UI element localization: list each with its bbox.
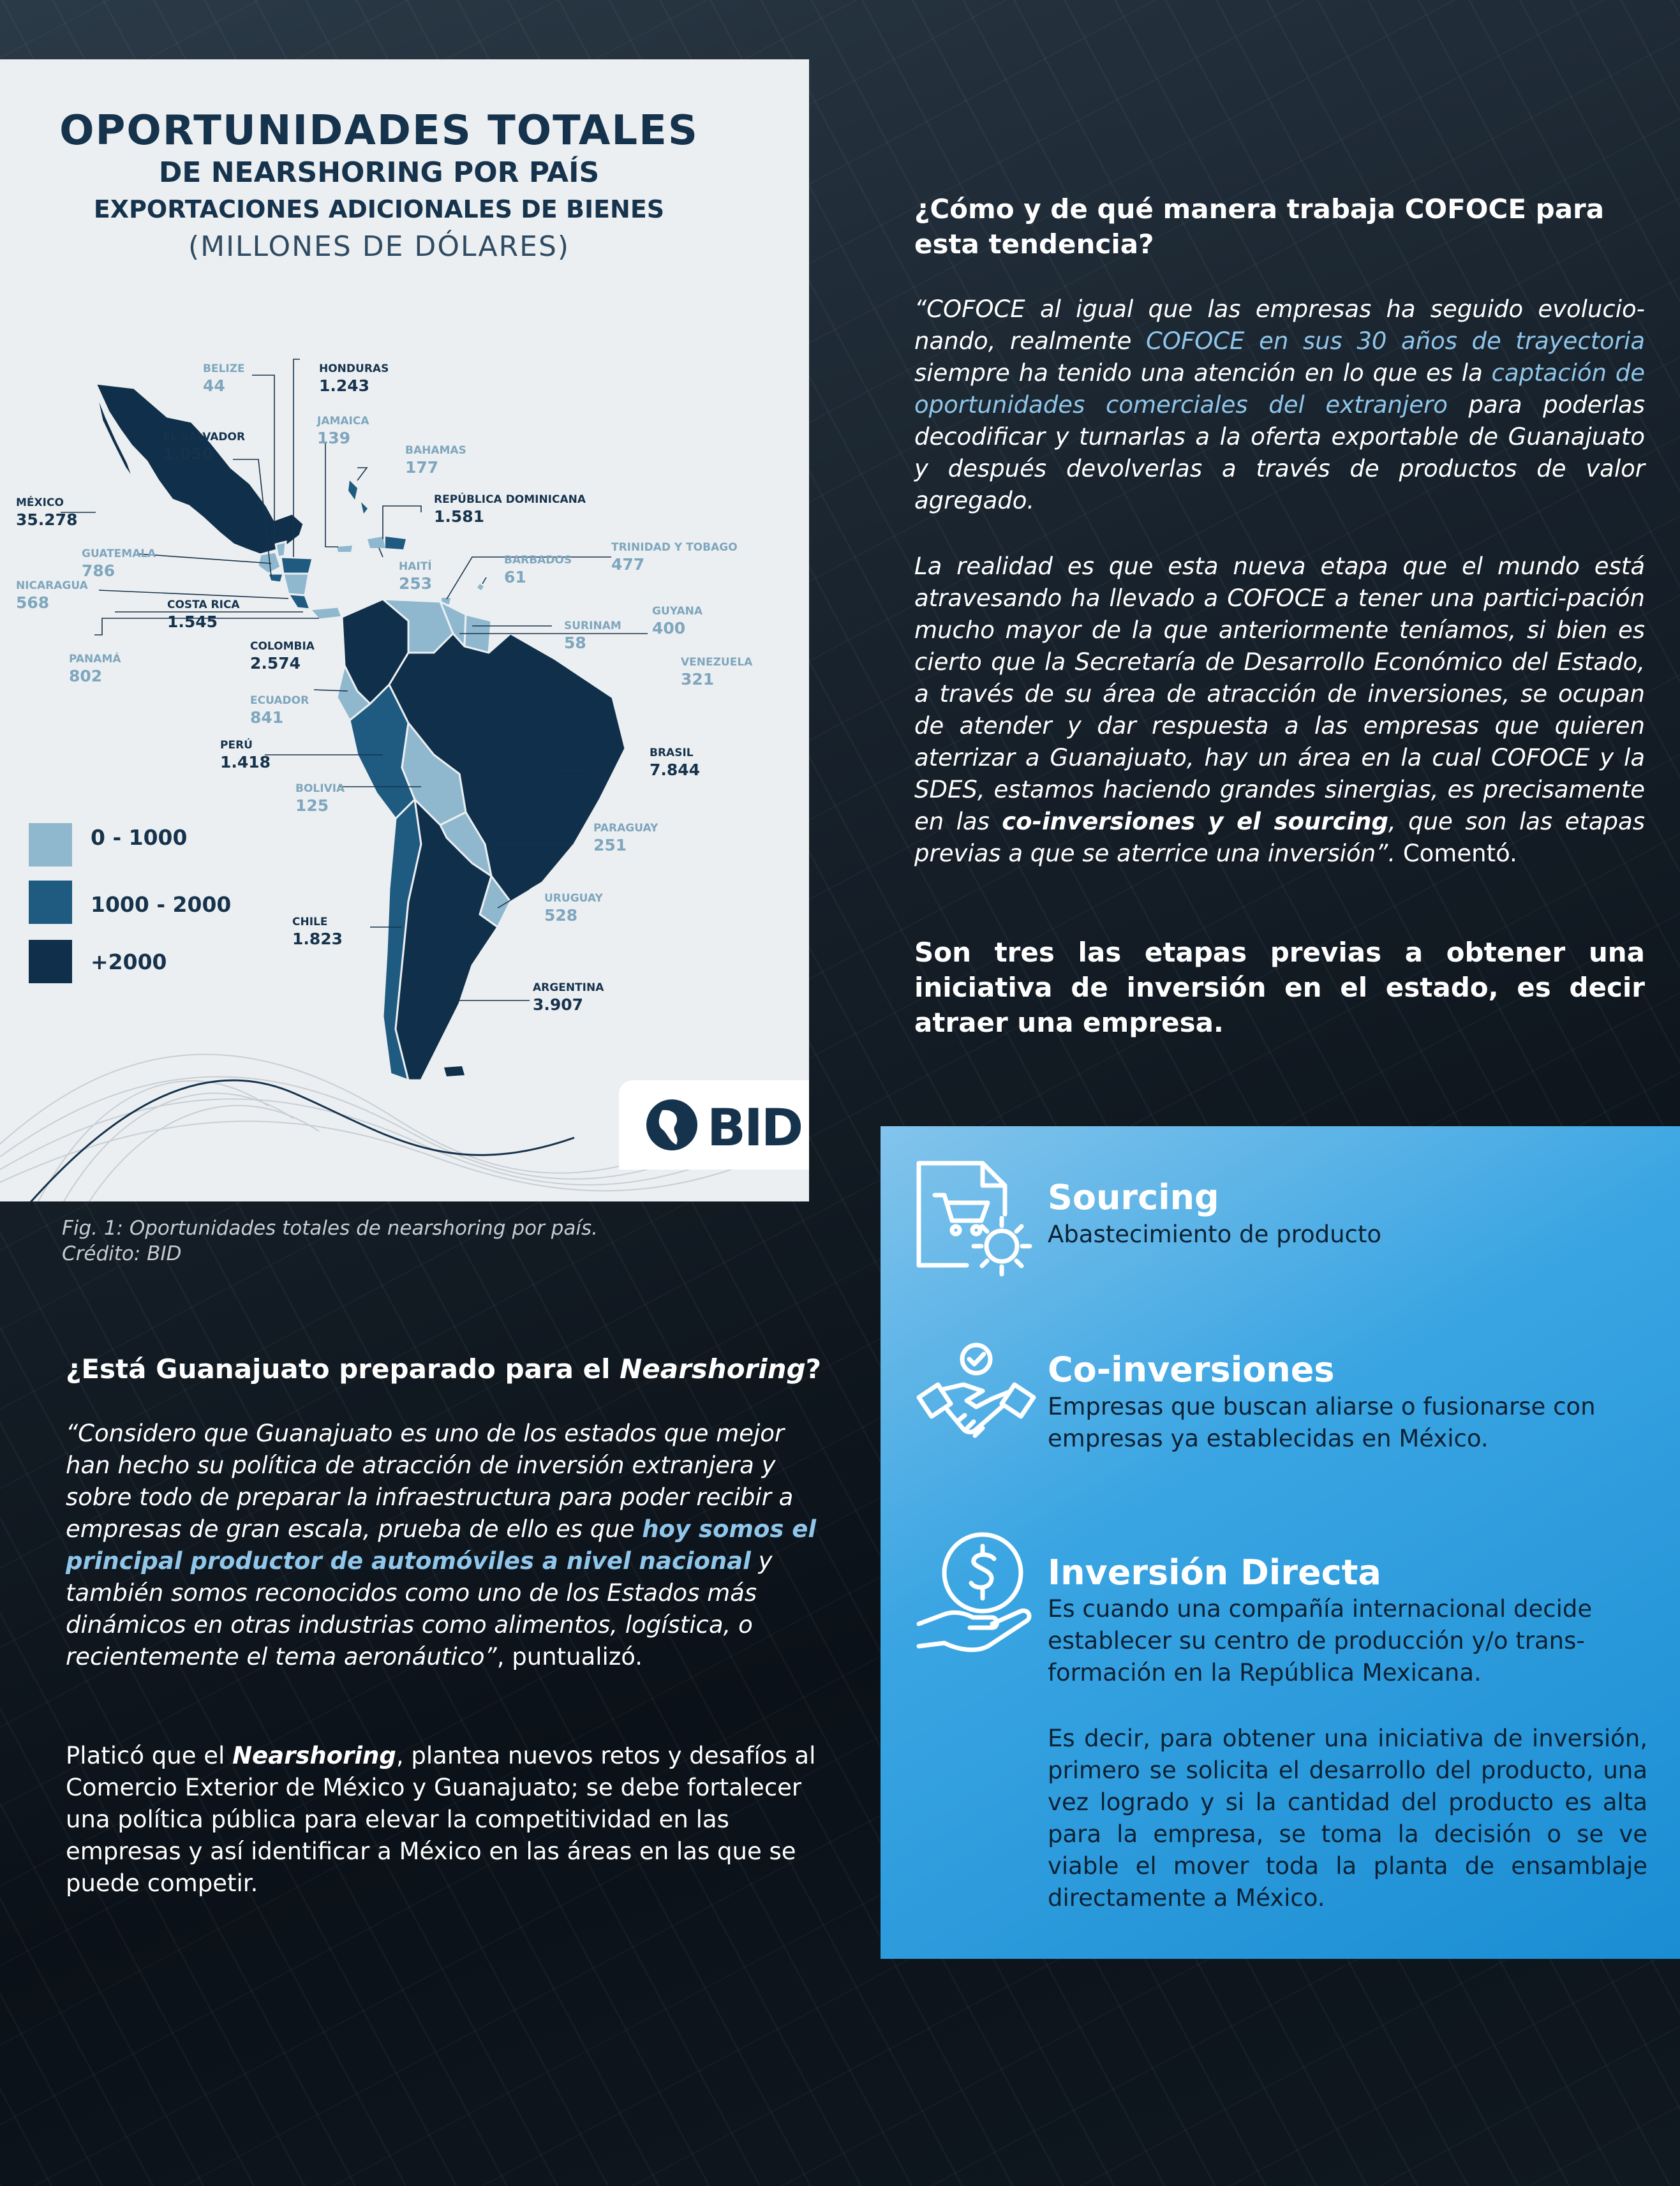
country-name-paraguay: PARAGUAY	[593, 822, 658, 835]
cofoce-quote	[914, 294, 1645, 517]
attribution-text: , puntualizó.	[496, 1643, 643, 1670]
hand-dollar-icon	[912, 1528, 1040, 1662]
quote-highlight: COFOCE en sus 30 años de trayectoria	[1145, 327, 1645, 355]
country-value-guatemala: 786	[82, 561, 115, 580]
region-barbados	[477, 584, 484, 590]
quote-highlight: hoy somos el principal productor de automóviles a nivel nacional	[66, 1515, 817, 1575]
region-costa-rica	[288, 594, 310, 609]
quote-text: y también somos reconocidos como uno de los Estados más dinámicos en otras industrias como alimentos, logística, o recientemente el tema aeronáutico”	[66, 1547, 773, 1670]
region-panama	[310, 607, 342, 620]
country-name-barbados: BARBADOS	[504, 554, 572, 567]
country-name-belize: BELIZE	[203, 362, 245, 375]
nearshoring-paragraph	[66, 1740, 825, 1900]
right-section-heading: ¿Cómo y de qué manera trabaja COFOCE para esta tendencia?	[914, 193, 1605, 260]
country-name-ecuador: ECUADOR	[250, 694, 309, 707]
map-title: OPORTUNIDADES TOTALES	[59, 107, 699, 154]
bid-logo-text: BID	[707, 1098, 802, 1157]
country-name-surinam: SURINAM	[564, 620, 621, 632]
country-value-guyana: 400	[652, 619, 686, 637]
country-name-colombia: COLOMBIA	[250, 640, 315, 653]
country-value-argentina: 3.907	[533, 995, 584, 1014]
heading-text: ?	[805, 1353, 822, 1385]
country-name-republica-dominicana: REPÚBLICA DOMINICANA	[434, 493, 586, 506]
country-value-uruguay: 528	[544, 906, 578, 925]
region-nicaragua	[283, 574, 309, 595]
figure-caption	[62, 1216, 636, 1267]
country-value-costa-rica: 1.545	[167, 613, 218, 631]
country-value-venezuela: 321	[681, 670, 715, 688]
quote-text: siempre ha tenido una atención en lo que es la	[914, 359, 1492, 387]
country-value-panama: 802	[69, 667, 103, 685]
map-subtitle: DE NEARSHORING POR PAÍS	[158, 156, 600, 189]
stage-desc-inversion-directa-detail: Es decir, para obtener una iniciativa de inversión, primero se solicita el desarrollo del producto, una vez logrado y si la cantidad del producto es alta para la empresa, se toma la decisión o se ve viable el mover toda la planta de ensamblaje directamente a México.	[1048, 1725, 1647, 1912]
country-name-brasil: BRASIL	[650, 747, 694, 759]
country-name-trinidad-y-tobago: TRINIDAD Y TOBAGO	[611, 541, 738, 554]
country-name-guyana: GUYANA	[652, 605, 702, 618]
country-value-colombia: 2.574	[250, 654, 301, 673]
legend-swatch-low	[29, 823, 72, 866]
paragraph-text: Platicó que el	[66, 1742, 233, 1769]
paragraph-text: , plantea nuevos retos y desafíos al Comercio Exterior de México y Guanajuato; se debe fortalecer una política pública para elevar la competitividad en las empresas y así identificar a México en las áreas en las que se puede competir.	[66, 1742, 816, 1897]
country-value-haiti: 253	[399, 574, 433, 593]
quote-text: para poderlas decodificar y turnarlas a la oferta exportable de Guanajuato y después devolverlas a través de productos de valor agregado.	[914, 391, 1646, 514]
region-falklands	[444, 1066, 465, 1076]
country-name-honduras: HONDURAS	[319, 362, 389, 375]
country-value-ecuador: 841	[250, 708, 284, 727]
country-value-brasil: 7.844	[650, 761, 701, 779]
country-value-chile: 1.823	[292, 930, 343, 948]
country-value-jamaica: 139	[317, 429, 351, 447]
legend-label-low: 0 - 1000	[91, 825, 188, 850]
country-value-honduras: 1.243	[319, 376, 370, 395]
quote-highlight: captación de oportunidades comerciales del extranjero	[914, 359, 1645, 419]
country-name-bahamas: BAHAMAS	[405, 444, 466, 457]
country-value-peru: 1.418	[220, 753, 271, 771]
country-value-bahamas: 177	[405, 458, 439, 477]
stage-title-sourcing: Sourcing	[1048, 1177, 1219, 1217]
legend-label-mid: 1000 - 2000	[91, 892, 232, 917]
region-mexico	[96, 383, 304, 554]
country-value-nicaragua: 568	[16, 593, 50, 612]
cofoce-quote-continued	[914, 551, 1645, 870]
guanajuato-quote	[66, 1418, 825, 1673]
region-dominican-republic	[385, 537, 406, 549]
heading-emphasis: Nearshoring	[620, 1353, 806, 1385]
country-name-costa-rica: COSTA RICA	[167, 599, 240, 611]
nearshoring-map-figure	[0, 59, 809, 1201]
country-name-argentina: ARGENTINA	[533, 981, 604, 994]
country-name-nicaragua: NICARAGUA	[16, 579, 88, 592]
bid-logo	[619, 1080, 809, 1170]
caption-credit: Crédito: BID	[62, 1242, 182, 1265]
legend-label-high: +2000	[91, 949, 167, 974]
map-subtitle-exports: EXPORTACIONES ADICIONALES DE BIENES	[93, 195, 665, 223]
region-el-salvador	[268, 574, 283, 583]
country-value-paraguay: 251	[593, 836, 627, 854]
latin-america-map	[0, 59, 809, 1201]
country-name-jamaica: JAMAICA	[317, 415, 369, 428]
quote-text: “Considero que Guanajuato es uno de los estados que mejor han hecho su política de atracción de inversión extranjera y sobre todo de preparar la infraestructura para poder recibir a empresas de gran escala, prueba de ello es que	[66, 1420, 794, 1543]
map-units: (MILLONES DE DÓLARES)	[188, 230, 570, 263]
attribution-text: Comentó.	[1395, 840, 1517, 867]
country-name-guatemala: GUATEMALA	[82, 547, 156, 560]
country-value-mexico: 35.278	[16, 510, 78, 529]
stage-desc-inversion-directa: Es cuando una compañía internacional decide establecer su centro de producción y/o trans-formación en la República Mexicana.	[1048, 1595, 1593, 1686]
country-value-republica-dominicana: 1.581	[434, 507, 485, 526]
country-name-bolivia: BOLIVIA	[295, 782, 345, 795]
stage-desc-sourcing: Abastecimiento de producto	[1048, 1221, 1382, 1248]
legend-swatch-high	[29, 940, 72, 983]
region-jamaica	[337, 546, 352, 552]
stage-title-inversion-directa: Inversión Directa	[1048, 1552, 1381, 1593]
heading-text: ¿Está Guanajuato preparado para el	[66, 1353, 620, 1385]
quote-text: , que son las etapas previas a que se aterrice una inversión”.	[914, 808, 1645, 867]
paragraph-emphasis: Nearshoring	[232, 1742, 396, 1769]
country-value-barbados: 61	[504, 568, 526, 586]
country-value-belize: 44	[203, 376, 225, 395]
country-name-mexico: MÉXICO	[16, 496, 64, 509]
country-value-el-salvador: 1.050	[163, 445, 214, 463]
country-value-trinidad-y-tobago: 477	[611, 555, 645, 574]
country-name-uruguay: URUGUAY	[544, 892, 603, 905]
region-honduras	[281, 557, 313, 574]
country-name-el-salvador: EL SALVADOR	[163, 431, 246, 443]
handshake-check-icon	[912, 1340, 1040, 1468]
quote-text: “COFOCE al igual que las empresas ha seguido evolucio-nando, realmente	[914, 295, 1645, 355]
quote-text: La realidad es que esta nueva etapa que el mundo está atravesando ha llevado a COFOCE a tener una partici-pación mucho mayor de la que anteriormente teníamos, si bien es cierto que la Secretaría de Desarrollo Económico del Estado, a través de su área de atracción de inversiones, se ocupan de atender y dar respuesta a las empresas que quieren aterrizar a Guanajuato, hay un área en la cual COFOCE y la SDES, estamos haciendo grandes sinergias, es precisamente en las	[914, 553, 1645, 835]
bid-globe-icon	[643, 1096, 701, 1154]
region-belize	[276, 542, 286, 557]
stage-title-coinversiones: Co-inversiones	[1048, 1350, 1335, 1390]
region-bahamas	[348, 480, 368, 514]
country-name-chile: CHILE	[292, 916, 328, 928]
wave-accent-line	[26, 1080, 574, 1201]
legend-swatch-mid	[29, 881, 72, 924]
caption-line: Fig. 1: Oportunidades totales de nearshoring por país.	[62, 1217, 598, 1240]
country-value-bolivia: 125	[295, 796, 329, 815]
country-name-panama: PANAMÁ	[69, 653, 121, 665]
country-name-haiti: HAITÍ	[399, 560, 432, 573]
quote-emphasis: co-inversiones y el sourcing	[1002, 808, 1388, 835]
country-name-venezuela: VENEZUELA	[681, 656, 753, 669]
country-name-peru: PERÚ	[220, 739, 253, 752]
stage-desc-coinversiones: Empresas que buscan aliarse o fusionarse con empresas ya establecidas en México.	[1048, 1393, 1596, 1452]
investment-stages-box	[881, 1126, 1680, 1959]
cart-document-gear-icon	[912, 1157, 1040, 1278]
stages-intro: Son tres las etapas previas a obtener una iniciativa de inversión en el estado, es decir atraer una empresa.	[914, 937, 1645, 1038]
left-section-heading	[66, 1351, 825, 1387]
country-value-surinam: 58	[564, 634, 586, 652]
